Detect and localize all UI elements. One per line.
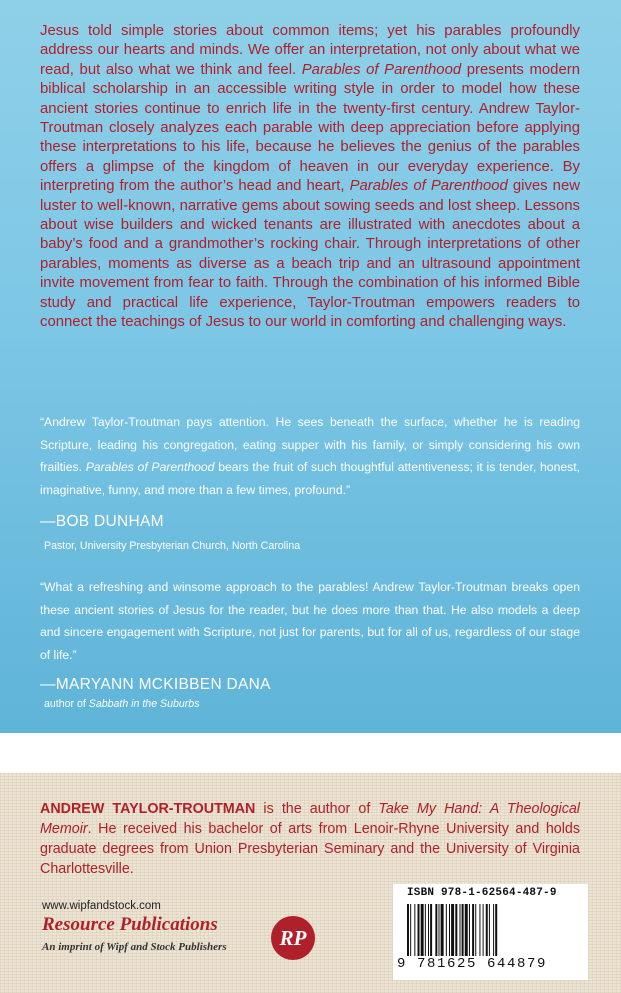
endorser-name-2: —MARYANN MCKIBBEN DANA xyxy=(40,676,271,693)
barcode-bar xyxy=(460,904,461,956)
barcode-bar xyxy=(414,904,415,956)
barcode-bar xyxy=(465,904,468,956)
isbn-barcode xyxy=(393,884,588,980)
book-title-italic: Parables of Parenthood xyxy=(85,460,215,474)
barcode-bar xyxy=(407,904,409,956)
blurb-text-3: gives new luster to well-known, narrative gems about sowing seeds and lost sheep. Lessons about wise builders and wicked tenants are illustrated with anecdotes about a baby’s food and a grandmother’s rocking chair. Through interpretations of other parables, moments as diverse as a beach trip and an ultrasound appointment invite movement from fear to faith. Through the combination of his informed Bible study and practical life experience, Taylor-Troutman empowers readers to connect the teachings of Jesus to our world in comforting and challenging ways. xyxy=(40,178,580,331)
barcode-bar xyxy=(428,904,429,956)
barcode-bar xyxy=(479,904,480,956)
blurb-text-2: presents modern biblical scholarship in an accessible writing style in order to model how these ancient stories continue to enrich life in the twenty-first century. Andrew Taylor-Troutman closely analyzes each parable with deep appreciation before applying these interpretations to his life, because he believes the genius of the parables offers a glimpse of the kingdom of heaven in our everyday experience. By interpreting from the author’s head and heart, xyxy=(40,61,580,195)
isbn-label: ISBN 978-1-62564-487-9 xyxy=(407,887,557,899)
barcode-digits: 9 781625 644879 xyxy=(397,956,548,972)
barcode-bar xyxy=(439,904,440,956)
bio-text: . He received his bachelor of arts from Lenoir-Rhyne University and holds graduate degrees from Union Presbyterian Seminary and the University of Virginia Charlottesville. xyxy=(40,821,580,877)
barcode-bar xyxy=(425,904,426,956)
barcode-bar xyxy=(495,904,497,956)
barcode-bar xyxy=(469,904,470,956)
endorser-role-2 xyxy=(44,698,200,710)
barcode-bar xyxy=(449,904,450,956)
author-book-title: Take My Hand: A Theological Memoir xyxy=(40,801,580,837)
publisher-website: www.wipfandstock.com xyxy=(42,900,161,912)
blurb-text-1: Jesus told simple stories about common items; yet his parables profoundly address our hearts and minds. We offer an interpretation, not only about what we read, but also what we think and feel. xyxy=(40,23,580,78)
publisher-name: Resource Publications xyxy=(42,914,218,935)
barcode-bar xyxy=(455,904,457,956)
white-divider-band xyxy=(0,733,621,773)
barcode-bar xyxy=(475,904,476,956)
publisher-imprint: An imprint of Wipf and Stock Publishers xyxy=(42,941,227,953)
author-name: ANDREW TAYLOR-TROUTMAN xyxy=(40,801,256,817)
description-blurb xyxy=(40,22,580,333)
author-bio xyxy=(40,799,580,879)
barcode-bar xyxy=(421,904,424,956)
barcode-bar xyxy=(430,904,432,956)
book-title-italic: Parables of Parenthood xyxy=(301,61,462,78)
quote-text: bears the fruit of such thoughtful attentiveness; it is tender, honest, imaginative, funny, and more than a few times, profound.” xyxy=(40,460,580,497)
barcode-bar xyxy=(493,904,494,956)
book-title-italic: Parables of Parenthood xyxy=(349,178,508,195)
role-book-title: Sabbath in the Suburbs xyxy=(88,698,200,710)
endorser-role-1: Pastor, University Presbyterian Church, North Carolina xyxy=(44,540,301,552)
barcode-bar xyxy=(435,904,437,956)
barcode-bar xyxy=(451,904,454,956)
barcode-bar xyxy=(486,904,488,956)
quote-text: “Andrew Taylor-Troutman pays attention. He sees beneath the surface, whether he is reading Scripture, leading his congregation, eating supper with his family, or simply considering his own frailties. xyxy=(40,415,580,474)
endorser-name-1: —BOB DUNHAM xyxy=(40,513,164,530)
barcode-bar xyxy=(418,904,420,956)
barcode-bars-icon xyxy=(407,904,578,956)
endorsement-quote-1 xyxy=(40,411,580,501)
endorsement-quote-2: “What a refreshing and winsome approach to the parables! Andrew Taylor-Troutman breaks open these ancient stories of Jesus for the reader, but he does more than that. He also models a deep and sincere engagement with Scripture, not just for parents, but for all of us, regardless of our stage of life.” xyxy=(40,580,580,662)
barcode-bar xyxy=(472,904,474,956)
barcode-bar xyxy=(410,904,411,956)
barcode-bar xyxy=(462,904,464,956)
barcode-bar xyxy=(483,904,484,956)
publisher-logo-icon: RP xyxy=(271,916,315,960)
bio-text: is the author of xyxy=(255,801,379,817)
role-prefix: author of xyxy=(44,698,89,710)
barcode-bar xyxy=(441,904,444,956)
barcode-bar xyxy=(446,904,447,956)
barcode-bar xyxy=(489,904,490,956)
